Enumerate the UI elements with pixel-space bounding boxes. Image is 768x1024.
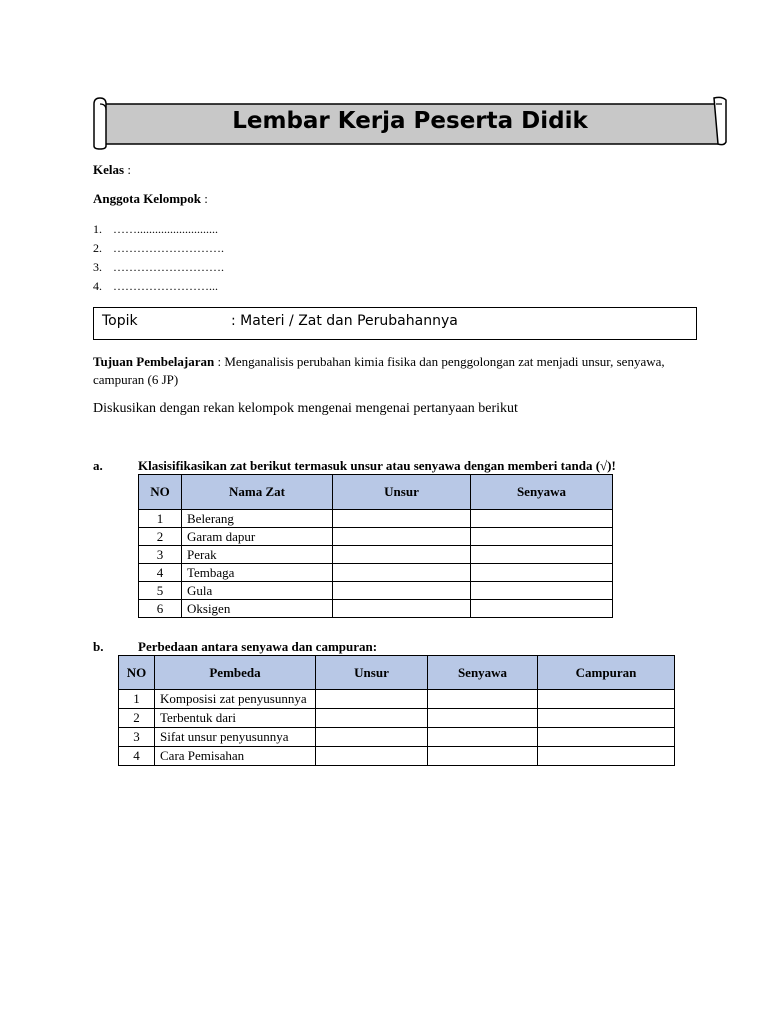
section-b-title: Perbedaan antara senyawa dan campuran: xyxy=(138,639,378,654)
criterion-label: Sifat unsur penyusunnya xyxy=(155,728,316,747)
table-row xyxy=(139,510,613,528)
member-blank: ……........................... xyxy=(113,222,218,236)
member-number: 1. xyxy=(93,222,102,236)
substance-name: Oksigen xyxy=(182,600,333,618)
senyawa-cell[interactable] xyxy=(471,510,613,528)
unsur-cell[interactable] xyxy=(333,546,471,564)
header-no: NO xyxy=(119,656,155,690)
row-number: 2 xyxy=(139,528,182,546)
table-row xyxy=(119,690,675,709)
row-number: 4 xyxy=(139,564,182,582)
objective-text: : Menganalisis perubahan kimia fisika dan penggolongan zat menjadi unsur, senyawa, campuran (6 JP) xyxy=(93,354,665,387)
topic-label: Topik xyxy=(102,313,138,329)
senyawa-cell[interactable] xyxy=(471,600,613,618)
unsur-cell[interactable] xyxy=(316,728,428,747)
criterion-label: Terbentuk dari xyxy=(155,709,316,728)
campuran-cell[interactable] xyxy=(538,690,675,709)
senyawa-cell[interactable] xyxy=(428,709,538,728)
campuran-cell[interactable] xyxy=(538,747,675,766)
row-number: 3 xyxy=(139,546,182,564)
member-number: 2. xyxy=(93,241,102,255)
member-number: 3. xyxy=(93,260,102,274)
senyawa-cell[interactable] xyxy=(471,564,613,582)
kelas-line xyxy=(93,162,131,178)
header-nama-zat: Nama Zat xyxy=(182,475,333,510)
member-item[interactable] xyxy=(93,222,224,241)
table-row xyxy=(119,709,675,728)
member-item[interactable] xyxy=(93,279,224,298)
criterion-label: Komposisi zat penyusunnya xyxy=(155,690,316,709)
objective-label: Tujuan Pembelajaran xyxy=(93,354,215,369)
row-number: 6 xyxy=(139,600,182,618)
anggota-label: Anggota Kelompok xyxy=(93,191,201,206)
table-row xyxy=(119,728,675,747)
row-number: 5 xyxy=(139,582,182,600)
header-pembeda: Pembeda xyxy=(155,656,316,690)
anggota-separator: : xyxy=(200,191,208,206)
title-banner xyxy=(90,96,730,150)
header-campuran: Campuran xyxy=(538,656,675,690)
unsur-cell[interactable] xyxy=(316,709,428,728)
section-b-letter: b. xyxy=(93,639,104,654)
kelas-separator: : xyxy=(124,162,131,177)
member-blank: ………………………. xyxy=(113,260,224,274)
substance-name: Garam dapur xyxy=(182,528,333,546)
member-blank: ………………………. xyxy=(113,241,224,255)
campuran-cell[interactable] xyxy=(538,709,675,728)
topic-box xyxy=(93,307,697,340)
unsur-cell[interactable] xyxy=(333,600,471,618)
substance-name: Gula xyxy=(182,582,333,600)
unsur-cell[interactable] xyxy=(316,690,428,709)
header-unsur: Unsur xyxy=(316,656,428,690)
section-a-letter: a. xyxy=(93,458,103,473)
unsur-cell[interactable] xyxy=(333,564,471,582)
senyawa-cell[interactable] xyxy=(471,528,613,546)
table-header-row xyxy=(139,475,613,510)
senyawa-cell[interactable] xyxy=(428,747,538,766)
substance-name: Tembaga xyxy=(182,564,333,582)
row-number: 1 xyxy=(139,510,182,528)
classification-table xyxy=(138,474,613,618)
unsur-cell[interactable] xyxy=(333,510,471,528)
learning-objective xyxy=(93,353,693,389)
senyawa-cell[interactable] xyxy=(471,582,613,600)
row-number: 1 xyxy=(119,690,155,709)
comparison-table xyxy=(118,655,675,766)
table-row xyxy=(139,564,613,582)
kelas-label: Kelas xyxy=(93,162,125,177)
unsur-cell[interactable] xyxy=(333,582,471,600)
member-item[interactable] xyxy=(93,260,224,279)
table-row xyxy=(139,528,613,546)
header-senyawa: Senyawa xyxy=(471,475,613,510)
criterion-label: Cara Pemisahan xyxy=(155,747,316,766)
instruction-text: Diskusikan dengan rekan kelompok mengenai mengenai pertanyaan berikut xyxy=(93,401,518,416)
member-item[interactable] xyxy=(93,241,224,260)
anggota-line xyxy=(93,191,208,207)
substance-name: Perak xyxy=(182,546,333,564)
table-row xyxy=(139,546,613,564)
unsur-cell[interactable] xyxy=(316,747,428,766)
campuran-cell[interactable] xyxy=(538,728,675,747)
table-row xyxy=(119,747,675,766)
header-no: NO xyxy=(139,475,182,510)
table-row xyxy=(139,600,613,618)
unsur-cell[interactable] xyxy=(333,528,471,546)
table-row xyxy=(139,582,613,600)
member-number: 4. xyxy=(93,279,102,293)
member-list xyxy=(93,222,224,298)
member-blank: ……………………... xyxy=(113,279,218,293)
row-number: 4 xyxy=(119,747,155,766)
header-senyawa: Senyawa xyxy=(428,656,538,690)
topic-value: : Materi / Zat dan Perubahannya xyxy=(231,313,458,329)
section-a-title: Klasisifikasikan zat berikut termasuk unsur atau senyawa dengan memberi tanda (√)! xyxy=(138,458,616,473)
senyawa-cell[interactable] xyxy=(471,546,613,564)
row-number: 2 xyxy=(119,709,155,728)
table-header-row xyxy=(119,656,675,690)
row-number: 3 xyxy=(119,728,155,747)
substance-name: Belerang xyxy=(182,510,333,528)
senyawa-cell[interactable] xyxy=(428,728,538,747)
header-unsur: Unsur xyxy=(333,475,471,510)
senyawa-cell[interactable] xyxy=(428,690,538,709)
page-title: Lembar Kerja Peserta Didik xyxy=(232,108,588,134)
